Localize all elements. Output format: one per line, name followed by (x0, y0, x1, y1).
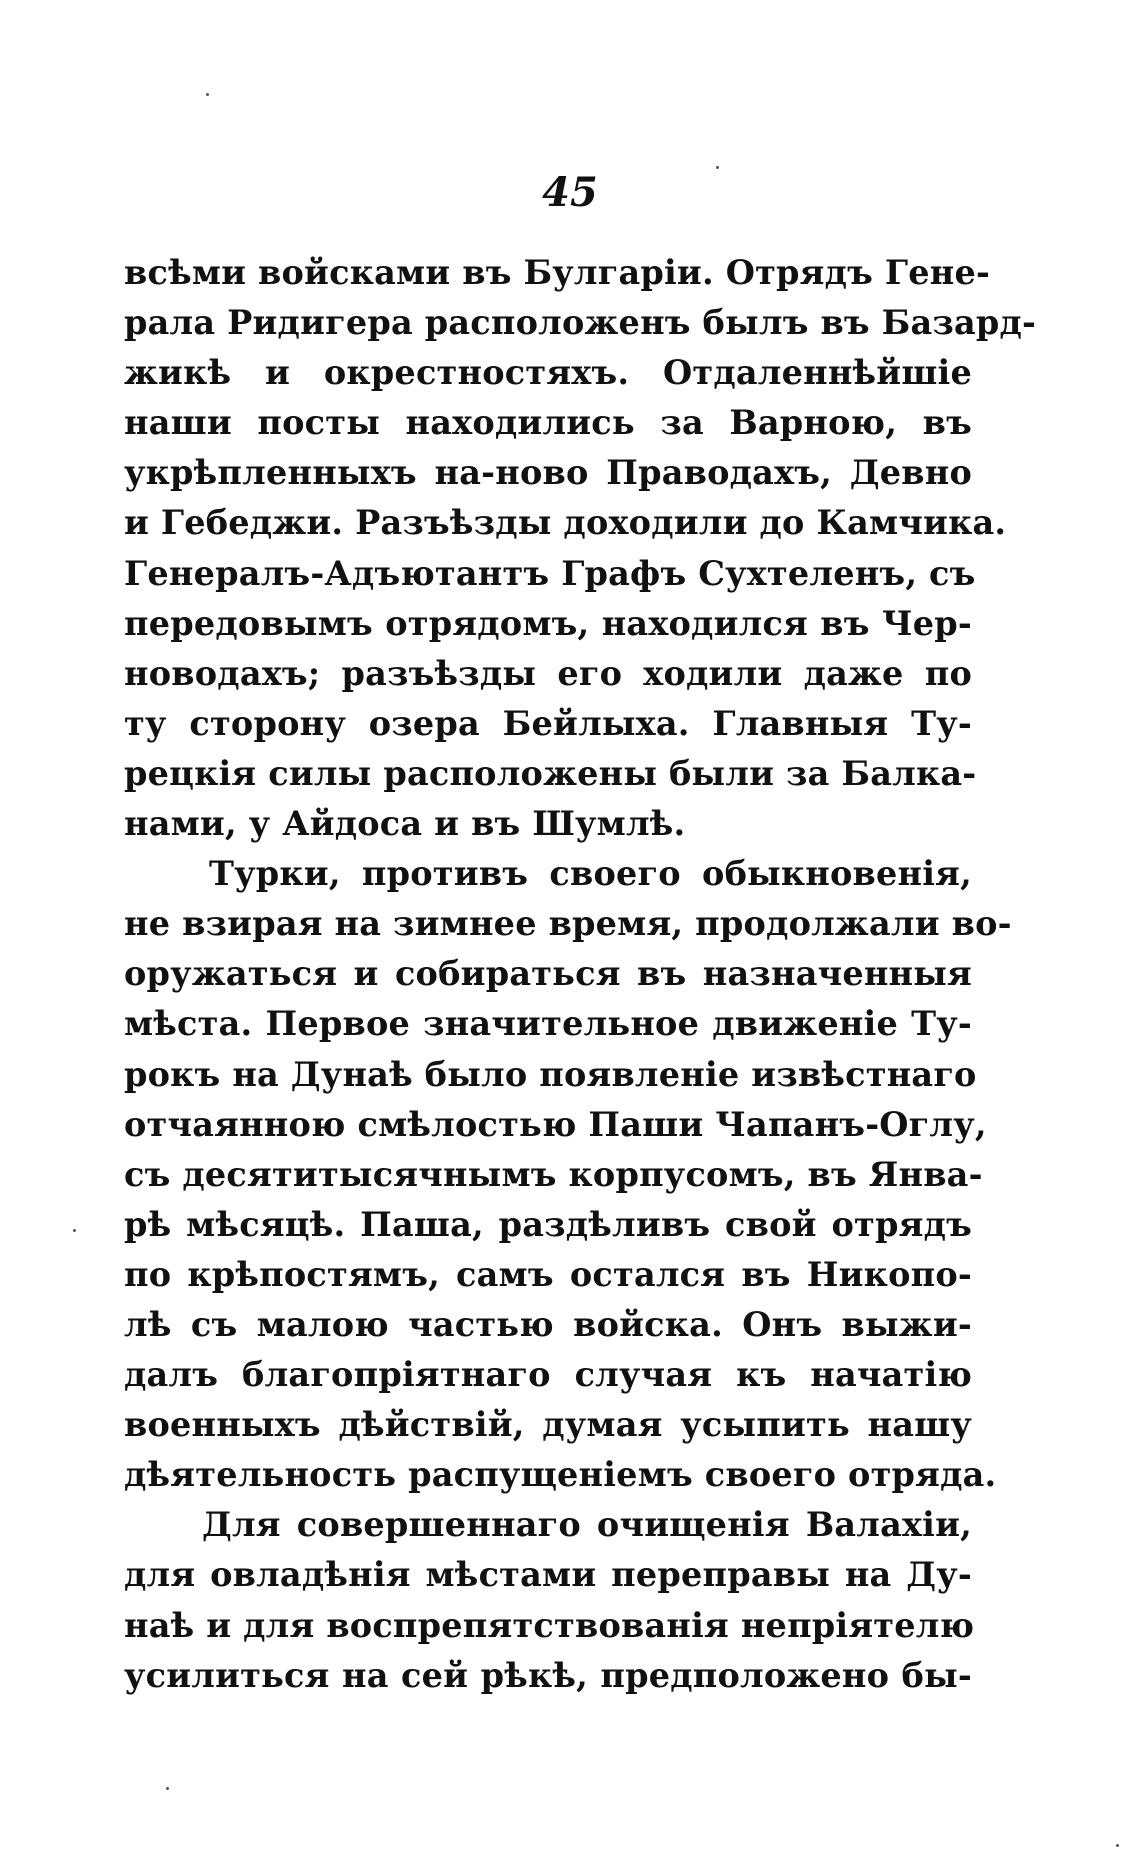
text-line: рѣ мѣсяцѣ. Паша, раздѣливъ свой отрядъ (124, 1204, 972, 1244)
text-line: всѣми войсками въ Булгаріи. Отрядъ Гене- (124, 253, 991, 292)
print-speck (1116, 1844, 1119, 1847)
text-line: Генералъ-Адъютантъ Графъ Сухтеленъ, съ (124, 553, 976, 593)
text-line: отчаянною смѣлостью Паши Чапанъ-Оглу, (124, 1104, 987, 1144)
text-line: жикѣ и окрестностяхъ. Отдаленнѣйшіе (124, 353, 972, 393)
text-line: по крѣпостямъ, самъ остался въ Никопо- (124, 1254, 972, 1294)
body-text (124, 248, 1037, 1701)
text-line: новодахъ; разъѣзды его ходили даже по (124, 653, 972, 693)
paragraph-start-line: Турки, противъ своего обыкновенія, (209, 854, 972, 894)
text-line: передовымъ отрядомъ, находился въ Чер- (124, 603, 972, 643)
text-line: мѣста. Первое значительное движеніе Ту- (124, 1004, 972, 1044)
text-line: рецкія силы расположены были за Балка- (124, 753, 977, 793)
paragraph-start-line: Для совершеннаго очищенія Валахіи, (202, 1505, 972, 1545)
text-line: наѣ и для воспрепятствованія непріятелю (124, 1605, 975, 1645)
text-line: оружаться и собираться въ назначенныя (124, 954, 972, 994)
text-line: рокъ на Дунаѣ было появленіе извѣстнаго (124, 1054, 977, 1094)
print-speck (206, 93, 209, 96)
text-line: далъ благопріятнаго случая къ начатію (124, 1355, 972, 1395)
text-line: съ десятитысячнымъ корпусомъ, въ Янва- (124, 1154, 983, 1194)
text-line: наши посты находились за Варною, въ (124, 403, 972, 443)
print-speck (716, 166, 719, 169)
text-line: и Гебеджи. Разъѣзды доходили до Камчика. (124, 503, 1007, 543)
text-line: дѣятельность распущеніемъ своего отряда. (124, 1455, 997, 1495)
text-line: усилиться на сей рѣкѣ, предположено бы- (124, 1655, 972, 1695)
text-line: рала Ридигера расположенъ былъ въ Базард- (124, 303, 1037, 343)
print-speck (73, 1229, 76, 1232)
text-line: для овладѣнія мѣстами переправы на Ду- (124, 1555, 972, 1595)
text-line: укрѣпленныхъ на-ново Праводахъ, Девно (124, 453, 972, 493)
text-line: нами, у Айдоса и въ Шумлѣ. (124, 804, 686, 844)
text-line: не взирая на зимнее время, продолжали во- (124, 904, 1012, 944)
page-number: 45 (542, 169, 598, 216)
text-line: военныхъ дѣйствій, думая усыпить нашу (124, 1405, 972, 1445)
text-line: лѣ съ малою частью войска. Онъ выжи- (124, 1304, 972, 1344)
print-speck (166, 1787, 169, 1790)
text-line: ту сторону озера Бейлыха. Главныя Ту- (124, 703, 972, 743)
